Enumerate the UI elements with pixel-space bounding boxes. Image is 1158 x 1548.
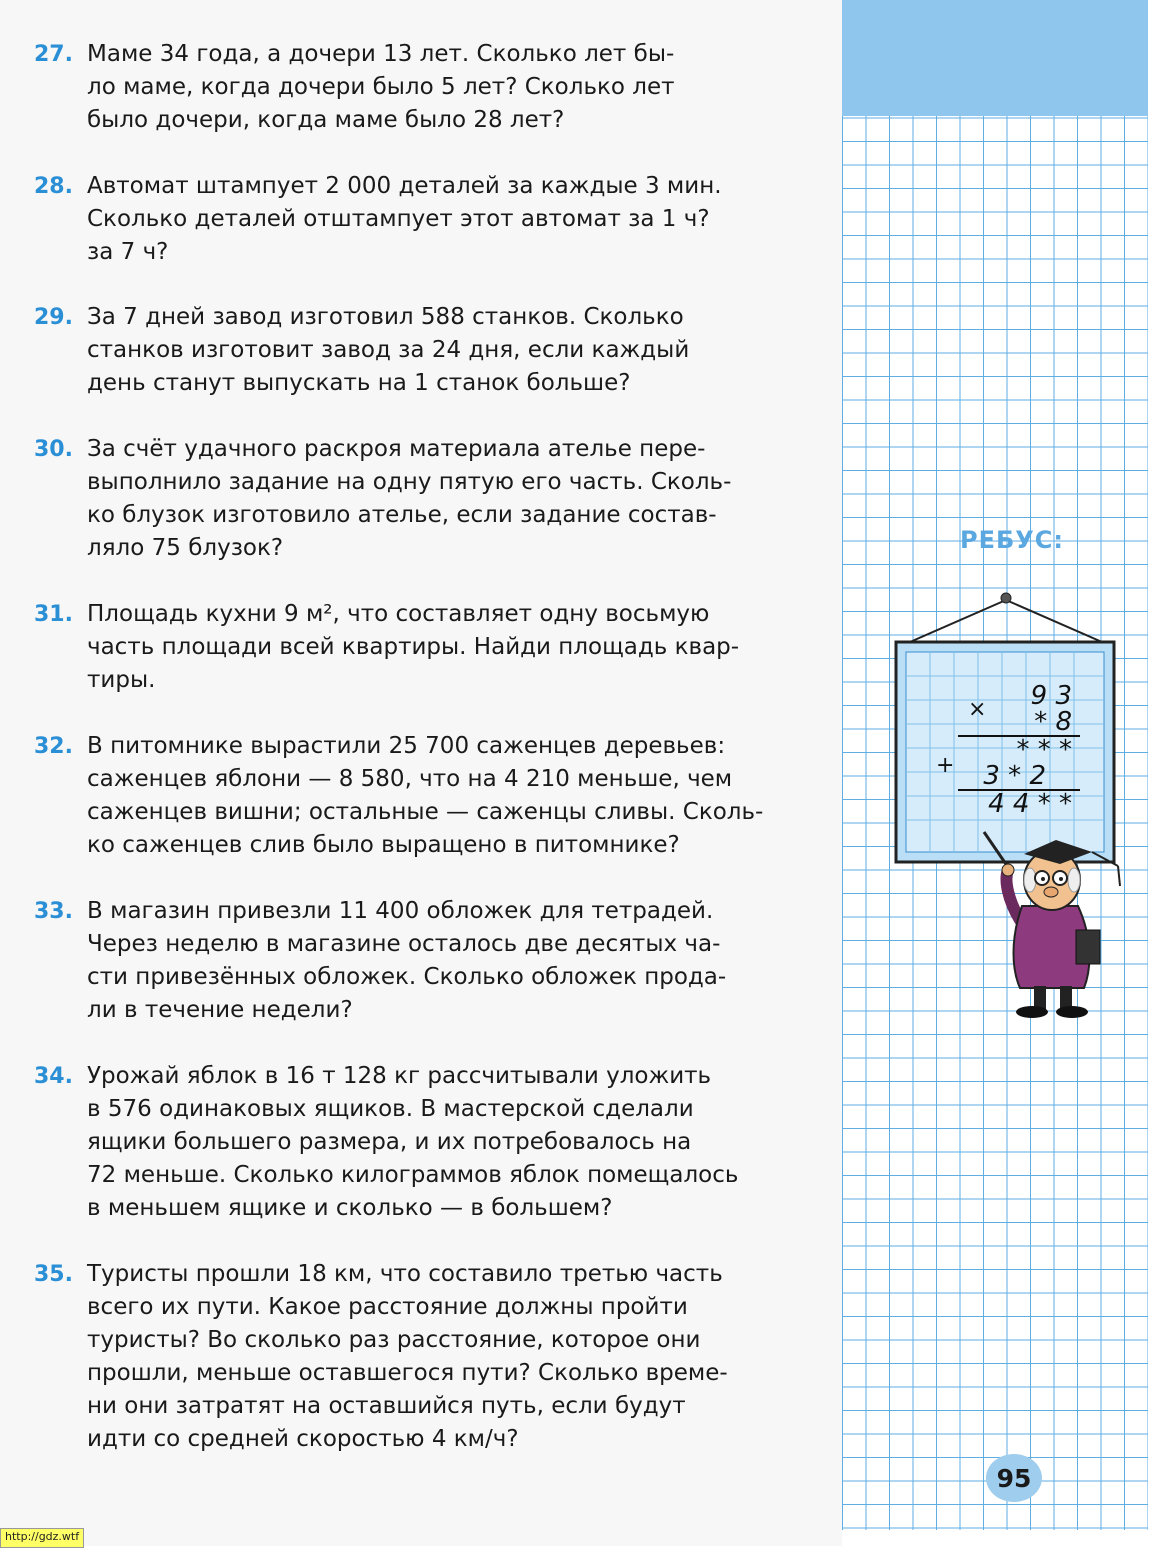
times-sign: × — [968, 697, 987, 722]
problem-number: 27. — [34, 42, 73, 67]
problem-text: Автомат штампует 2 000 деталей за каждые 3 мин. Сколько деталей отштампует этот автомат за 1 ч? за 7 ч? — [87, 173, 722, 265]
problem-35 — [34, 1258, 806, 1456]
rebus-row-4: 3 * 2 — [983, 761, 1046, 791]
problem-text: В магазин привезли 11 400 обложек для тетрадей. Через неделю в магазине осталось две десятых ча- сти привезённых обложек. Сколько обложек прода- ли в течение недели? — [87, 898, 727, 1023]
professor-character — [1002, 840, 1120, 1018]
problem-text: Площадь кухни 9 м², что составляет одну восьмую часть площади всей квартиры. Найди площадь квар- тиры. — [87, 601, 740, 693]
problem-31 — [34, 598, 806, 697]
problem-number: 30. — [34, 437, 73, 462]
problem-text: Маме 34 года, а дочери 13 лет. Сколько лет бы- ло маме, когда дочери было 5 лет? Сколько лет было дочери, когда маме было 28 лет? — [87, 41, 675, 133]
problem-text: За счёт удачного раскроя материала ателье пере- выполнило задание на одну пятую его часть. Сколь- ко блузок изготовило ателье, если задание состав- ляло 75 блузок? — [87, 436, 732, 561]
watermark-link[interactable]: http://gdz.wtf — [0, 1528, 84, 1548]
problem-number: 32. — [34, 734, 73, 759]
problem-29 — [34, 301, 806, 400]
problem-text: За 7 дней завод изготовил 588 станков. Сколько станков изготовит завод за 24 дня, если каждый день станут выпускать на 1 станок больше? — [87, 304, 690, 396]
problem-34 — [34, 1060, 806, 1225]
problem-number: 35. — [34, 1262, 73, 1287]
problem-number: 28. — [34, 174, 73, 199]
rebus-row-3: * * * — [1016, 735, 1072, 765]
margin-header-band — [842, 0, 1148, 116]
problem-text: В питомнике вырастили 25 700 саженцев деревьев: саженцев яблони — 8 580, что на 4 210 меньше, чем саженцев вишни; остальные — саженцы сливы. Сколь- ко саженцев слив было выращено в питомнике? — [87, 733, 764, 858]
page-number: 95 — [986, 1454, 1042, 1502]
rebus-title: РЕБУС: — [960, 526, 1064, 554]
problem-text: Урожай яблок в 16 т 128 кг рассчитывали уложить в 576 одинаковых ящиков. В мастерской сделали ящики большего размера, и их потребовалось на 72 меньше. Сколько килограммов яблок помещалось в меньшем ящике и сколько — в большем? — [87, 1063, 739, 1221]
rebus-row-5: 4 4 * * — [988, 789, 1072, 819]
problem-number: 33. — [34, 899, 73, 924]
problem-number: 29. — [34, 305, 73, 330]
problem-32 — [34, 730, 806, 862]
rebus-row-1: 9 3 — [1030, 681, 1072, 711]
problem-text: Туристы прошли 18 км, что составило третью часть всего их пути. Какое расстояние должны пройти туристы? Во сколько раз расстояние, которое они прошли, меньше оставшегося пути? Сколько време- ни они затратят на оставшийся путь, если будут идти со средней скоростью 4 км/ч? — [87, 1261, 728, 1452]
rebus-professor-illustration — [880, 580, 1150, 1020]
problem-28 — [34, 170, 806, 269]
problem-30 — [34, 433, 806, 565]
plus-sign: + — [936, 753, 955, 778]
problem-number: 31. — [34, 602, 73, 627]
problem-number: 34. — [34, 1064, 73, 1089]
problem-33 — [34, 895, 806, 1027]
problem-27 — [34, 38, 806, 137]
rebus-row-2: * 8 — [1034, 707, 1072, 737]
